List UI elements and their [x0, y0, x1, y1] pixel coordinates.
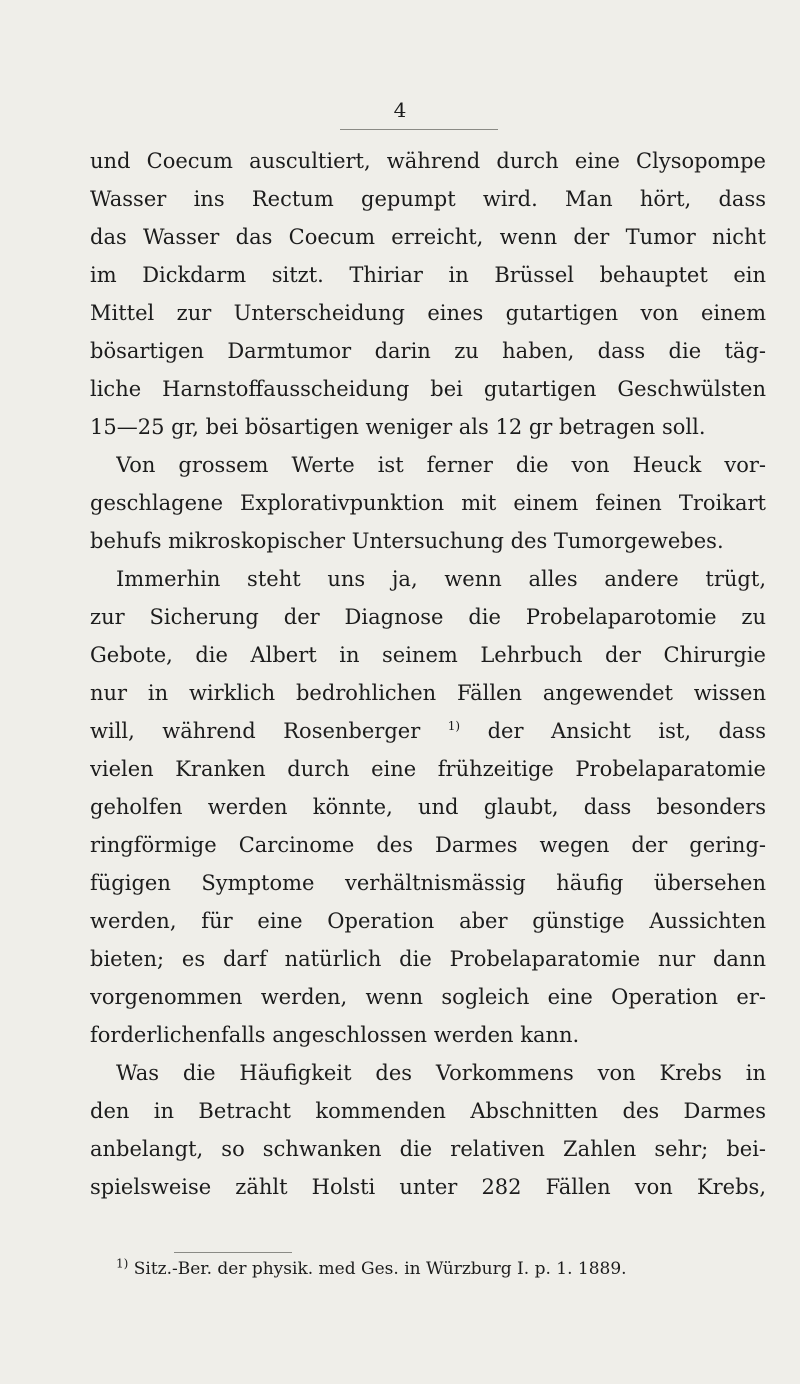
footnote-reference: 1) — [447, 719, 461, 733]
text-line: nur in wirklich bedrohlichen Fällen angewendet wissen — [90, 681, 766, 705]
footnote-rule — [174, 1252, 292, 1253]
text-line: werden, für eine Operation aber günstige Aussichten — [90, 909, 766, 933]
text-line: vorgenommen werden, wenn sogleich eine Operation er- — [90, 985, 766, 1009]
text-line: Wasser ins Rectum gepumpt wird. Man hört, dass — [90, 187, 766, 211]
text-line: liche Harnstoffausscheidung bei gutartigen Geschwülsten — [90, 377, 766, 401]
text-line: 15—25 gr, bei bösartigen weniger als 12 gr betragen soll. — [90, 415, 706, 439]
text-line: Gebote, die Albert in seinem Lehrbuch der Chirurgie — [90, 643, 766, 667]
text-line: im Dickdarm sitzt. Thiriar in Brüssel behauptet ein — [90, 263, 766, 287]
text-line-with-footnote — [90, 718, 766, 744]
footnote — [116, 1258, 776, 1280]
footnote-text: Sitz.-Ber. der physik. med Ges. in Würzburg I. p. 1. 1889. — [133, 1259, 627, 1279]
text-line: zur Sicherung der Diagnose die Probelaparotomie zu — [90, 605, 766, 629]
text-line: geholfen werden könnte, und glaubt, dass besonders — [90, 795, 766, 819]
text-line: fügigen Symptome verhältnismässig häufig übersehen — [90, 871, 766, 895]
text-line: behufs mikroskopischer Untersuchung des Tumorgewebes. — [90, 529, 724, 553]
text-line: vielen Kranken durch eine frühzeitige Probelaparatomie — [90, 757, 766, 781]
text-line: den in Betracht kommenden Abschnitten des Darmes — [90, 1099, 766, 1123]
text-line: Immerhin steht uns ja, wenn alles andere trügt, — [116, 567, 766, 591]
text-line: das Wasser das Coecum erreicht, wenn der Tumor nicht — [90, 225, 766, 249]
text-line: Was die Häufigkeit des Vorkommens von Krebs in — [116, 1061, 766, 1085]
text-line: bösartigen Darmtumor darin zu haben, dass die täg- — [90, 339, 766, 363]
text-line-end: der Ansicht ist, dass — [487, 719, 766, 743]
text-line-start: will, während Rosenberger — [90, 719, 421, 743]
text-line: forderlichenfalls angeschlossen werden kann. — [90, 1023, 580, 1047]
text-line: anbelangt, so schwanken die relativen Zahlen sehr; bei- — [90, 1137, 766, 1161]
text-line: geschlagene Explorativpunktion mit einem feinen Troikart — [90, 491, 766, 515]
text-line: ringförmige Carcinome des Darmes wegen der gering- — [90, 833, 766, 857]
page-number: 4 — [393, 98, 407, 122]
header-rule — [340, 129, 498, 130]
text-line: Von grossem Werte ist ferner die von Heuck vor- — [116, 453, 766, 477]
text-line: und Coecum auscultiert, während durch eine Clysopompe — [90, 149, 766, 173]
text-line: Mittel zur Unterscheidung eines gutartigen von einem — [90, 301, 766, 325]
footnote-marker: 1) — [116, 1256, 129, 1271]
text-line: bieten; es darf natürlich die Probelaparatomie nur dann — [90, 947, 766, 971]
text-line: spielsweise zählt Holsti unter 282 Fällen von Krebs, — [90, 1175, 766, 1199]
